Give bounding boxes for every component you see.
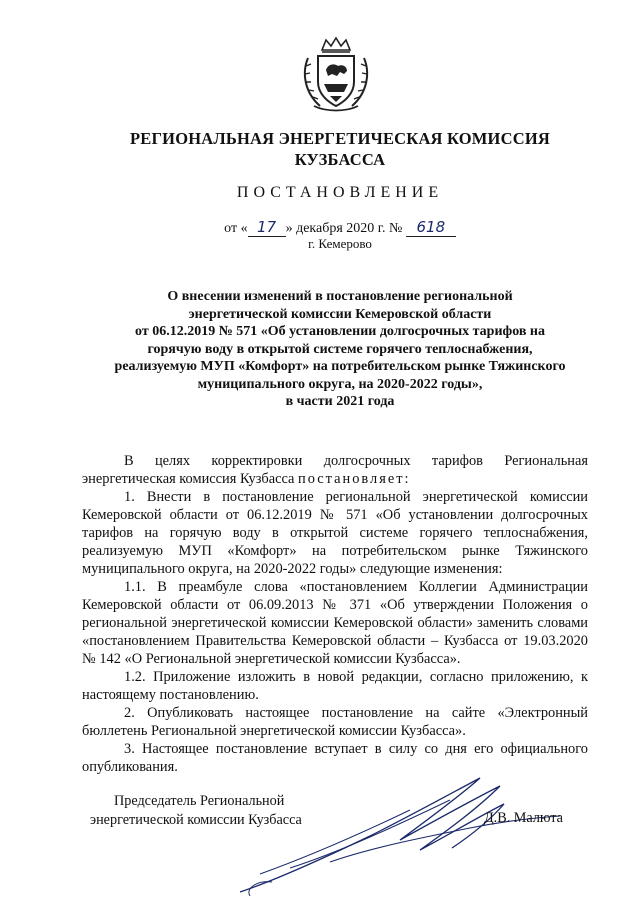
date-day: 17 (248, 218, 286, 237)
document-number: 618 (406, 218, 456, 237)
subject-line: реализуемую МУП «Комфорт» на потребительском рынке Тяжинского (114, 359, 566, 374)
signatory-name: Д.В. Малюта (484, 810, 563, 826)
item-1: 1. Внести в постановление региональной энергетической комиссии Кемеровской области от 06.12.2019 № 571 «Об установлении долгосрочных тарифов на горячую воду в открытой системе горячего теплоснабжения, реализуемую МУП «Комфорт» на потребительском рынке Тяжинского муниципального округа, на 2020-2022 годы» следующие изменения: (82, 489, 588, 577)
date-prefix: от « (224, 221, 248, 236)
organization-name (80, 128, 600, 170)
item-3: 3. Настоящее постановление вступает в силу со дня его официального опубликования. (82, 741, 588, 775)
signatory-title-line-2: энергетической комиссии Кузбасса (90, 812, 302, 828)
subject-line: от 06.12.2019 № 571 «Об установлении долгосрочных тарифов на (135, 324, 545, 339)
city: г. Кемерово (308, 236, 372, 251)
handwritten-signature (200, 764, 580, 904)
subject-line: горячую воду в открытой системе горячего теплоснабжения, (147, 341, 533, 357)
subject-line: муниципального округа, на 2020-2022 годы», (197, 376, 483, 392)
document-body (82, 452, 588, 776)
item-1-2: 1.2. Приложение изложить в новой редакции, согласно приложению, к настоящему постановлению. (82, 669, 588, 703)
kuzbass-coat-of-arms-icon (300, 36, 372, 112)
intro-paragraph (82, 452, 588, 488)
org-line-2: КУЗБАССА (294, 150, 386, 169)
signatory-title-line-1: Председатель Региональной (114, 793, 285, 809)
intro-end: : (404, 471, 409, 487)
subject-line: в части 2021 года (285, 394, 395, 409)
document-type: ПОСТАНОВЛЕНИЕ (236, 184, 444, 201)
intro-text: В целях корректировки долгосрочных тарифов Региональная энергетическая комиссия Кузбасса (82, 453, 588, 487)
item-2: 2. Опубликовать настоящее постановление на сайте «Электронный бюллетень Региональной энергетической комиссии Кузбасса». (82, 705, 588, 739)
org-line-1: РЕГИОНАЛЬНАЯ ЭНЕРГЕТИЧЕСКАЯ КОМИССИЯ (130, 129, 550, 148)
item-1-1: 1.1. В преамбуле слова «постановлением Коллегии Администрации Кемеровской области от 06.09.2013 № 371 «Об утверждении Положения о региональной энергетической комиссии Кемеровской области» заменить словами «постановлением Правительства Кемеровской области – Кузбасса от 19.03.2020 № 142 «О Региональной энергетической комиссии Кузбасса». (82, 579, 588, 667)
document-subject (110, 288, 570, 411)
intro-spaced-word: постановляет (298, 471, 405, 487)
date-middle: » декабря 2020 г. № (285, 221, 403, 236)
subject-line: энергетической комиссии Кемеровской области (188, 306, 492, 322)
date-number-line (80, 218, 600, 237)
subject-line: О внесении изменений в постановление региональной (167, 289, 513, 304)
